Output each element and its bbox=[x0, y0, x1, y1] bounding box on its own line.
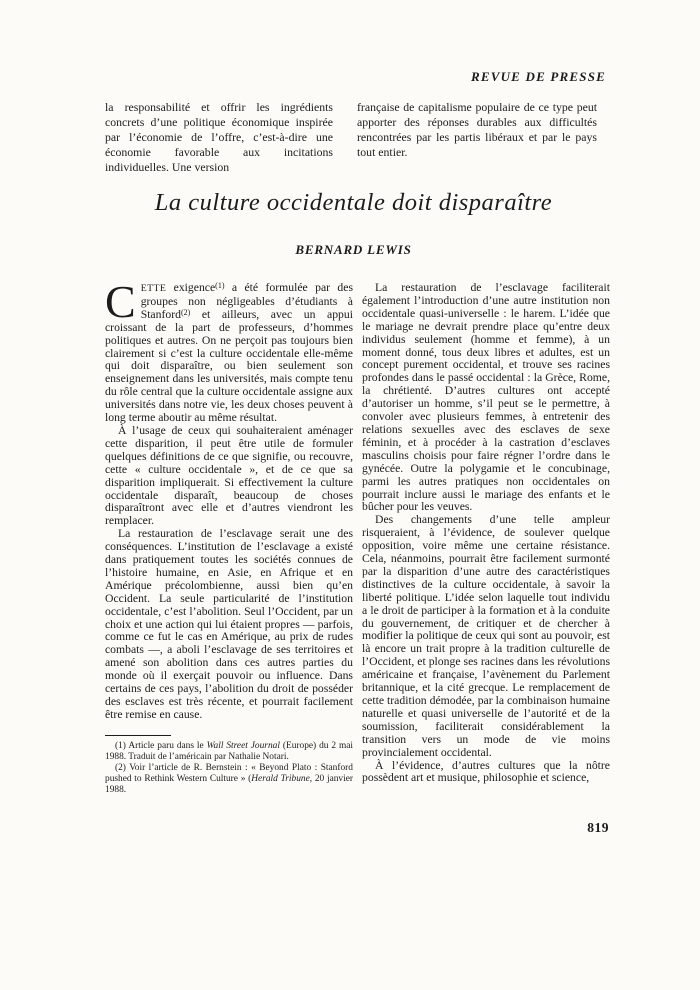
running-head: REVUE DE PRESSE bbox=[470, 69, 606, 84]
paragraph-segment: a été formulée par des groupes non négligeables d’étudiants à Stanford bbox=[140, 281, 354, 321]
footnote-italic-title: Herald Tribune bbox=[251, 773, 310, 784]
footnotes-block bbox=[105, 735, 353, 796]
footnote-italic-title: Wall Street Journal bbox=[206, 740, 280, 751]
intro-column-left: la responsabilité et offrir les ingrédients concrets d’une politique économique inspirée par l’économie de l’offre, c’est-à-dire une économie favorable aux incitations individuelles. Une version bbox=[105, 100, 333, 174]
paragraph-segment: et ailleurs, avec un appui croissant de la part de professeurs, d’hommes politiques et autres. On ne perçoit pas toujours bien clairement si c’est la culture occidentale elle-même qui doit disparaître, ou bien seulement son enseignement dans les universités, mais compte tenu du rôle central que la culture occidentale assigne aux universités dans notre vie, les deux choses peuvent à long terme aboutir au même résultat. bbox=[105, 307, 353, 425]
footnote-segment: (1) Article paru dans le bbox=[115, 740, 207, 751]
page-number: 819 bbox=[587, 820, 609, 835]
paragraph: La restauration de l’esclavage serait une des conséquences. L’institution de l’esclavage a existé dans pratiquement toutes les sociétés connues de l’histoire humaine, en Asie, en Afrique et en Amérique précolombienne, aussi bien qu’en Occident. La seule particularité de l’institution occidentale, c’est l’abolition. Seul l’Occident, par un choix et une action qui lui étaient propres — parfois, comme ce fut le cas en Amérique, au prix de rudes combats —, a aboli l’esclavage de ses territoires et amené son abolition dans ces autres parties du monde où il exerçait pouvoir ou influence. Dans certains de ces pays, l’abolition du droit de posséder des esclaves est très récente, et pourrait facilement être remise en cause. bbox=[105, 527, 353, 721]
footnote-segment: (2) Voir l’article de R. Bernstein : « Beyond Plato : Stanford pushed to Rethink Western Culture » ( bbox=[105, 762, 353, 784]
paragraph: À l’usage de ceux qui souhaiteraient aménager cette disparition, il peut être utile de formuler quelques définitions de ce que signifie, ou recouvre, cette « culture occidentale », et de ce que sa disparition impliquerait. Si effectivement la culture occidentale disparaît, beaucoup de choses disparaîtront avec elle et d’autres viendront les remplacer. bbox=[105, 423, 353, 528]
footnote-segment: , 20 janvier 1988. bbox=[105, 773, 354, 795]
article-author: BERNARD LEWIS bbox=[295, 242, 412, 257]
paragraph-segment: exigence bbox=[166, 281, 216, 294]
paragraph: La restauration de l’esclavage faciliterait également l’introduction d’une autre institution non occidentale quasi-universelle : le harem. L’idée que le mariage ne devrait prendre place qu’entre deux individus seulement (homme et femme), à un moment donné, tous deux libres et adultes, est un concept purement occidental, et trouve ses racines profondes dans le passé occidental : la Grèce, Rome, la chrétienté. D’autres cultures ont accepté d’autoriser un homme, s’il peut se le permettre, à convoler avec plusieurs femmes, à entretenir des relations sexuelles avec des esclaves de sexe féminin, et à procéder à la castration d’esclaves masculins choisis pour faire régner l’ordre dans le gynécée. Outre la polygamie et le concubinage, parmi les autres pratiques non occidentales on pourrait inclure aussi le mariage des enfants et le bûcher pour les veuves. bbox=[362, 281, 610, 514]
paragraph: À l’évidence, d’autres cultures que la nôtre possèdent art et musique, philosophie et science, bbox=[362, 758, 610, 785]
body-column-left bbox=[105, 276, 354, 796]
body-column-right bbox=[362, 282, 610, 785]
footnote-segment: (Europe) du 2 mai 1988. Traduit de l’américain par Nathalie Notari. bbox=[105, 740, 353, 762]
footnote-ref-2: (2) bbox=[180, 307, 191, 317]
paragraph-lead bbox=[105, 276, 354, 425]
drop-cap: C bbox=[105, 276, 136, 327]
paragraph: Des changements d’une telle ampleur risqueraient, à l’évidence, de soulever quelque opposition, voire même une certaine résistance. Cela, néanmoins, pourrait être facilement surmonté par la disparition d’une autre des caractéristiques distinctives de la culture occidentale, à savoir la liberté politique. L’idée selon laquelle tout individu a le droit de participer à la formation et à la conduite du gouvernement, de critiquer et de chercher à modifier la politique de ceux qui sont au pouvoir, est là encore un trait propre à la tradition culturelle de l’Occident, et plonge ses racines dans les révolutions américaine et française, l’avènement du Parlement britannique, et la cité grecque. Le remplacement de cette tradition démodée, par la combinaison humaine naturelle et quasi universelle de l’autorité et de la soumission, faciliterait considérablement la transition vers un mode de vie moins provincialement occidental. bbox=[362, 513, 610, 759]
intro-column-right: française de capitalisme populaire de ce type peut apporter des réponses durables aux difficultés rencontrées par les partis libéraux et par le pays tout entier. bbox=[357, 100, 597, 159]
footnote-ref-1: (1) bbox=[215, 281, 225, 290]
footnote-rule bbox=[105, 735, 171, 736]
footnote-1 bbox=[105, 741, 353, 763]
footnote-2 bbox=[105, 763, 353, 796]
article-title: La culture occidentale doit disparaître bbox=[154, 189, 553, 216]
lead-small-caps: ETTE bbox=[140, 283, 167, 294]
